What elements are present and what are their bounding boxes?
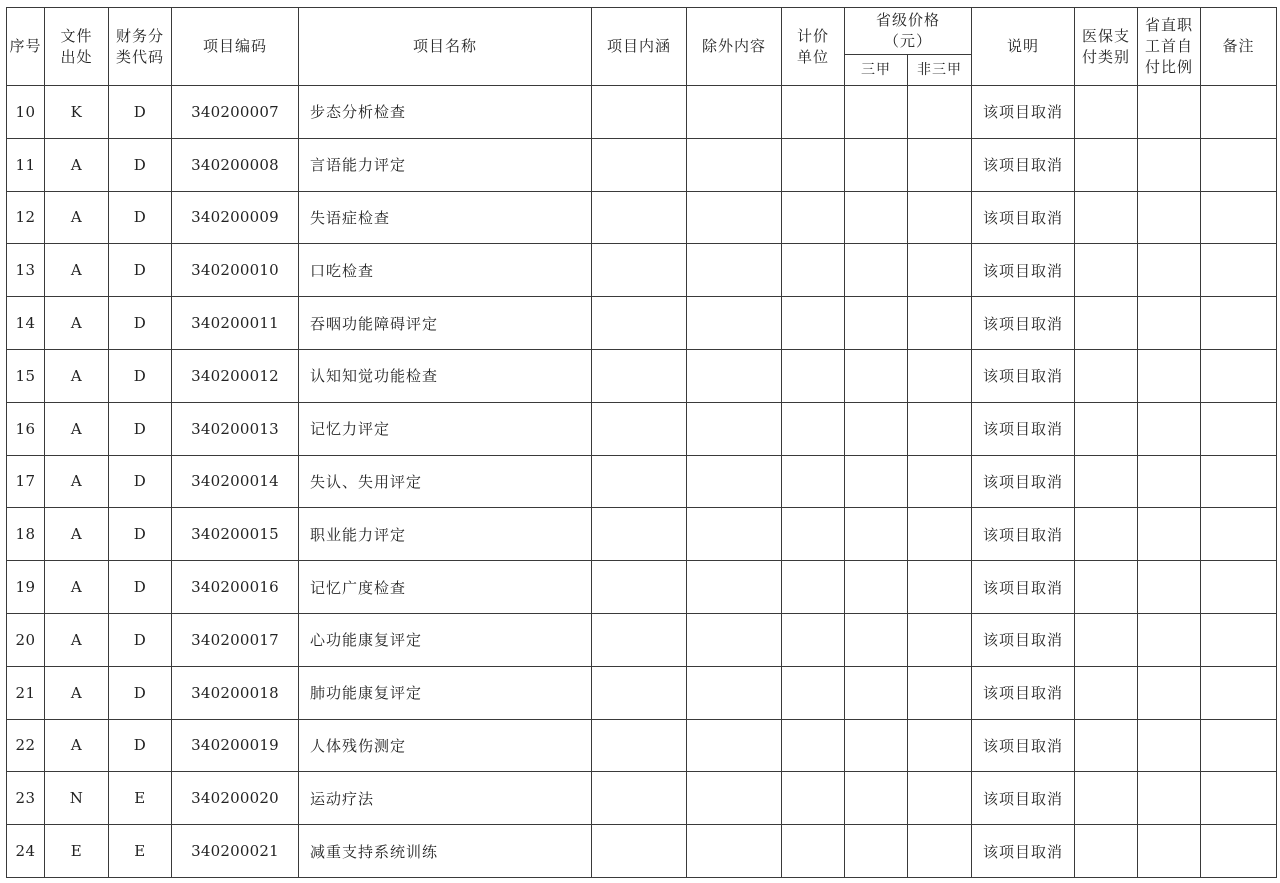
item-code-cell: 340200018 — [172, 666, 299, 719]
non-tier3a-price-cell — [908, 297, 972, 350]
connotation-cell — [592, 86, 687, 139]
fin-code-cell: D — [109, 244, 172, 297]
header-exclusion: 除外内容 — [687, 8, 782, 86]
remarks-cell — [1201, 297, 1277, 350]
fin-code-cell: E — [109, 825, 172, 878]
non-tier3a-price-cell — [908, 86, 972, 139]
item-code-cell: 340200021 — [172, 825, 299, 878]
item-name-cell: 言语能力评定 — [299, 138, 592, 191]
description-cell: 该项目取消 — [972, 613, 1075, 666]
header-item-code: 项目编码 — [172, 8, 299, 86]
seq-cell: 24 — [7, 825, 45, 878]
exclusion-cell — [687, 402, 782, 455]
exclusion-cell — [687, 455, 782, 508]
item-name-cell: 人体残伤测定 — [299, 719, 592, 772]
exclusion-cell — [687, 297, 782, 350]
fin-code-cell: D — [109, 455, 172, 508]
seq-cell: 15 — [7, 349, 45, 402]
table-row — [7, 297, 1277, 350]
self-pay-ratio-cell — [1138, 719, 1201, 772]
unit-cell — [782, 719, 845, 772]
header-remarks: 备注 — [1201, 8, 1277, 86]
fin-code-cell: D — [109, 138, 172, 191]
tier3a-price-cell — [845, 719, 908, 772]
seq-cell: 21 — [7, 666, 45, 719]
connotation-cell — [592, 719, 687, 772]
fin-code-cell: D — [109, 561, 172, 614]
seq-cell: 23 — [7, 772, 45, 825]
insurance-type-cell — [1075, 666, 1138, 719]
tier3a-price-cell — [845, 402, 908, 455]
seq-cell: 10 — [7, 86, 45, 139]
connotation-cell — [592, 666, 687, 719]
item-name-cell: 记忆力评定 — [299, 402, 592, 455]
remarks-cell — [1201, 86, 1277, 139]
unit-cell — [782, 772, 845, 825]
non-tier3a-price-cell — [908, 244, 972, 297]
connotation-cell — [592, 825, 687, 878]
exclusion-cell — [687, 349, 782, 402]
remarks-cell — [1201, 719, 1277, 772]
non-tier3a-price-cell — [908, 613, 972, 666]
connotation-cell — [592, 455, 687, 508]
description-cell: 该项目取消 — [972, 402, 1075, 455]
tier3a-price-cell — [845, 772, 908, 825]
non-tier3a-price-cell — [908, 455, 972, 508]
header-item-name: 项目名称 — [299, 8, 592, 86]
remarks-cell — [1201, 772, 1277, 825]
seq-cell: 20 — [7, 613, 45, 666]
non-tier3a-price-cell — [908, 666, 972, 719]
source-cell: A — [45, 244, 109, 297]
item-name-cell: 肺功能康复评定 — [299, 666, 592, 719]
remarks-cell — [1201, 138, 1277, 191]
item-code-cell: 340200013 — [172, 402, 299, 455]
insurance-type-cell — [1075, 455, 1138, 508]
remarks-cell — [1201, 825, 1277, 878]
remarks-cell — [1201, 613, 1277, 666]
non-tier3a-price-cell — [908, 719, 972, 772]
seq-cell: 22 — [7, 719, 45, 772]
header-unit: 计价 单位 — [782, 8, 845, 86]
unit-cell — [782, 191, 845, 244]
insurance-type-cell — [1075, 402, 1138, 455]
description-cell: 该项目取消 — [972, 719, 1075, 772]
insurance-type-cell — [1075, 825, 1138, 878]
item-code-cell: 340200016 — [172, 561, 299, 614]
item-code-cell: 340200014 — [172, 455, 299, 508]
item-code-cell: 340200008 — [172, 138, 299, 191]
unit-cell — [782, 666, 845, 719]
item-name-cell: 职业能力评定 — [299, 508, 592, 561]
description-cell: 该项目取消 — [972, 825, 1075, 878]
exclusion-cell — [687, 86, 782, 139]
connotation-cell — [592, 138, 687, 191]
self-pay-ratio-cell — [1138, 244, 1201, 297]
connotation-cell — [592, 508, 687, 561]
exclusion-cell — [687, 508, 782, 561]
connotation-cell — [592, 402, 687, 455]
fin-code-cell: D — [109, 86, 172, 139]
connotation-cell — [592, 561, 687, 614]
fin-code-cell: D — [109, 349, 172, 402]
source-cell: A — [45, 349, 109, 402]
tier3a-price-cell — [845, 825, 908, 878]
exclusion-cell — [687, 244, 782, 297]
seq-cell: 11 — [7, 138, 45, 191]
item-code-cell: 340200012 — [172, 349, 299, 402]
self-pay-ratio-cell — [1138, 613, 1201, 666]
self-pay-ratio-cell — [1138, 86, 1201, 139]
self-pay-ratio-cell — [1138, 772, 1201, 825]
remarks-cell — [1201, 402, 1277, 455]
connotation-cell — [592, 349, 687, 402]
table-row — [7, 508, 1277, 561]
seq-cell: 12 — [7, 191, 45, 244]
tier3a-price-cell — [845, 297, 908, 350]
connotation-cell — [592, 613, 687, 666]
header-connotation: 项目内涵 — [592, 8, 687, 86]
insurance-type-cell — [1075, 297, 1138, 350]
non-tier3a-price-cell — [908, 561, 972, 614]
header-source: 文件 出处 — [45, 8, 109, 86]
item-name-cell: 吞咽功能障碍评定 — [299, 297, 592, 350]
table-row — [7, 244, 1277, 297]
header-description: 说明 — [972, 8, 1075, 86]
source-cell: K — [45, 86, 109, 139]
description-cell: 该项目取消 — [972, 772, 1075, 825]
unit-cell — [782, 402, 845, 455]
table-row — [7, 402, 1277, 455]
self-pay-ratio-cell — [1138, 561, 1201, 614]
fin-code-cell: D — [109, 402, 172, 455]
seq-cell: 16 — [7, 402, 45, 455]
insurance-type-cell — [1075, 86, 1138, 139]
item-name-cell: 失认、失用评定 — [299, 455, 592, 508]
description-cell: 该项目取消 — [972, 244, 1075, 297]
seq-cell: 14 — [7, 297, 45, 350]
unit-cell — [782, 561, 845, 614]
remarks-cell — [1201, 191, 1277, 244]
insurance-type-cell — [1075, 613, 1138, 666]
description-cell: 该项目取消 — [972, 191, 1075, 244]
item-name-cell: 记忆广度检查 — [299, 561, 592, 614]
insurance-type-cell — [1075, 772, 1138, 825]
unit-cell — [782, 138, 845, 191]
price-adjustment-table — [6, 7, 1277, 878]
item-name-cell: 减重支持系统训练 — [299, 825, 592, 878]
description-cell: 该项目取消 — [972, 86, 1075, 139]
exclusion-cell — [687, 825, 782, 878]
source-cell: A — [45, 508, 109, 561]
exclusion-cell — [687, 138, 782, 191]
source-cell: A — [45, 402, 109, 455]
item-name-cell: 口吃检查 — [299, 244, 592, 297]
description-cell: 该项目取消 — [972, 455, 1075, 508]
header-fin-code: 财务分 类代码 — [109, 8, 172, 86]
source-cell: A — [45, 666, 109, 719]
non-tier3a-price-cell — [908, 138, 972, 191]
tier3a-price-cell — [845, 666, 908, 719]
item-name-cell: 步态分析检查 — [299, 86, 592, 139]
exclusion-cell — [687, 666, 782, 719]
exclusion-cell — [687, 613, 782, 666]
header-self-pay-ratio: 省直职 工首自 付比例 — [1138, 8, 1201, 86]
exclusion-cell — [687, 191, 782, 244]
item-code-cell: 340200015 — [172, 508, 299, 561]
tier3a-price-cell — [845, 455, 908, 508]
remarks-cell — [1201, 508, 1277, 561]
description-cell: 该项目取消 — [972, 561, 1075, 614]
source-cell: A — [45, 719, 109, 772]
unit-cell — [782, 244, 845, 297]
exclusion-cell — [687, 561, 782, 614]
self-pay-ratio-cell — [1138, 825, 1201, 878]
tier3a-price-cell — [845, 191, 908, 244]
table-row — [7, 349, 1277, 402]
non-tier3a-price-cell — [908, 402, 972, 455]
item-name-cell: 心功能康复评定 — [299, 613, 592, 666]
non-tier3a-price-cell — [908, 772, 972, 825]
tier3a-price-cell — [845, 138, 908, 191]
self-pay-ratio-cell — [1138, 138, 1201, 191]
insurance-type-cell — [1075, 508, 1138, 561]
self-pay-ratio-cell — [1138, 402, 1201, 455]
tier3a-price-cell — [845, 244, 908, 297]
exclusion-cell — [687, 772, 782, 825]
insurance-type-cell — [1075, 719, 1138, 772]
source-cell: A — [45, 191, 109, 244]
seq-cell: 19 — [7, 561, 45, 614]
fin-code-cell: E — [109, 772, 172, 825]
tier3a-price-cell — [845, 561, 908, 614]
tier3a-price-cell — [845, 86, 908, 139]
item-code-cell: 340200010 — [172, 244, 299, 297]
header-non-tier3a: 非三甲 — [908, 55, 972, 86]
connotation-cell — [592, 244, 687, 297]
insurance-type-cell — [1075, 138, 1138, 191]
seq-cell: 18 — [7, 508, 45, 561]
description-cell: 该项目取消 — [972, 666, 1075, 719]
tier3a-price-cell — [845, 349, 908, 402]
unit-cell — [782, 86, 845, 139]
remarks-cell — [1201, 666, 1277, 719]
connotation-cell — [592, 191, 687, 244]
non-tier3a-price-cell — [908, 349, 972, 402]
table-row — [7, 719, 1277, 772]
self-pay-ratio-cell — [1138, 191, 1201, 244]
description-cell: 该项目取消 — [972, 297, 1075, 350]
item-code-cell: 340200019 — [172, 719, 299, 772]
table-row — [7, 772, 1277, 825]
table-row — [7, 191, 1277, 244]
table-row — [7, 613, 1277, 666]
fin-code-cell: D — [109, 719, 172, 772]
unit-cell — [782, 297, 845, 350]
insurance-type-cell — [1075, 349, 1138, 402]
table-row — [7, 86, 1277, 139]
fin-code-cell: D — [109, 666, 172, 719]
fin-code-cell: D — [109, 297, 172, 350]
insurance-type-cell — [1075, 561, 1138, 614]
item-code-cell: 340200020 — [172, 772, 299, 825]
self-pay-ratio-cell — [1138, 297, 1201, 350]
non-tier3a-price-cell — [908, 191, 972, 244]
remarks-cell — [1201, 455, 1277, 508]
table-row — [7, 561, 1277, 614]
header-seq: 序号 — [7, 8, 45, 86]
unit-cell — [782, 508, 845, 561]
table-row — [7, 455, 1277, 508]
table-header — [7, 8, 1277, 86]
source-cell: A — [45, 561, 109, 614]
item-code-cell: 340200011 — [172, 297, 299, 350]
source-cell: N — [45, 772, 109, 825]
table-body — [7, 86, 1277, 878]
self-pay-ratio-cell — [1138, 455, 1201, 508]
item-name-cell: 认知知觉功能检查 — [299, 349, 592, 402]
non-tier3a-price-cell — [908, 508, 972, 561]
self-pay-ratio-cell — [1138, 666, 1201, 719]
tier3a-price-cell — [845, 613, 908, 666]
table-row — [7, 666, 1277, 719]
exclusion-cell — [687, 719, 782, 772]
seq-cell: 13 — [7, 244, 45, 297]
insurance-type-cell — [1075, 244, 1138, 297]
source-cell: A — [45, 138, 109, 191]
item-code-cell: 340200007 — [172, 86, 299, 139]
item-code-cell: 340200009 — [172, 191, 299, 244]
item-name-cell: 运动疗法 — [299, 772, 592, 825]
self-pay-ratio-cell — [1138, 349, 1201, 402]
table-row — [7, 138, 1277, 191]
remarks-cell — [1201, 349, 1277, 402]
remarks-cell — [1201, 244, 1277, 297]
insurance-type-cell — [1075, 191, 1138, 244]
description-cell: 该项目取消 — [972, 508, 1075, 561]
header-price: 省级价格 （元） — [845, 8, 972, 55]
source-cell: E — [45, 825, 109, 878]
remarks-cell — [1201, 561, 1277, 614]
header-tier3a: 三甲 — [845, 55, 908, 86]
unit-cell — [782, 349, 845, 402]
unit-cell — [782, 825, 845, 878]
tier3a-price-cell — [845, 508, 908, 561]
unit-cell — [782, 455, 845, 508]
seq-cell: 17 — [7, 455, 45, 508]
table-row — [7, 825, 1277, 878]
self-pay-ratio-cell — [1138, 508, 1201, 561]
header-insurance-type: 医保支 付类别 — [1075, 8, 1138, 86]
source-cell: A — [45, 455, 109, 508]
source-cell: A — [45, 613, 109, 666]
item-code-cell: 340200017 — [172, 613, 299, 666]
fin-code-cell: D — [109, 191, 172, 244]
description-cell: 该项目取消 — [972, 349, 1075, 402]
non-tier3a-price-cell — [908, 825, 972, 878]
fin-code-cell: D — [109, 613, 172, 666]
description-cell: 该项目取消 — [972, 138, 1075, 191]
fin-code-cell: D — [109, 508, 172, 561]
source-cell: A — [45, 297, 109, 350]
connotation-cell — [592, 772, 687, 825]
item-name-cell: 失语症检查 — [299, 191, 592, 244]
unit-cell — [782, 613, 845, 666]
connotation-cell — [592, 297, 687, 350]
